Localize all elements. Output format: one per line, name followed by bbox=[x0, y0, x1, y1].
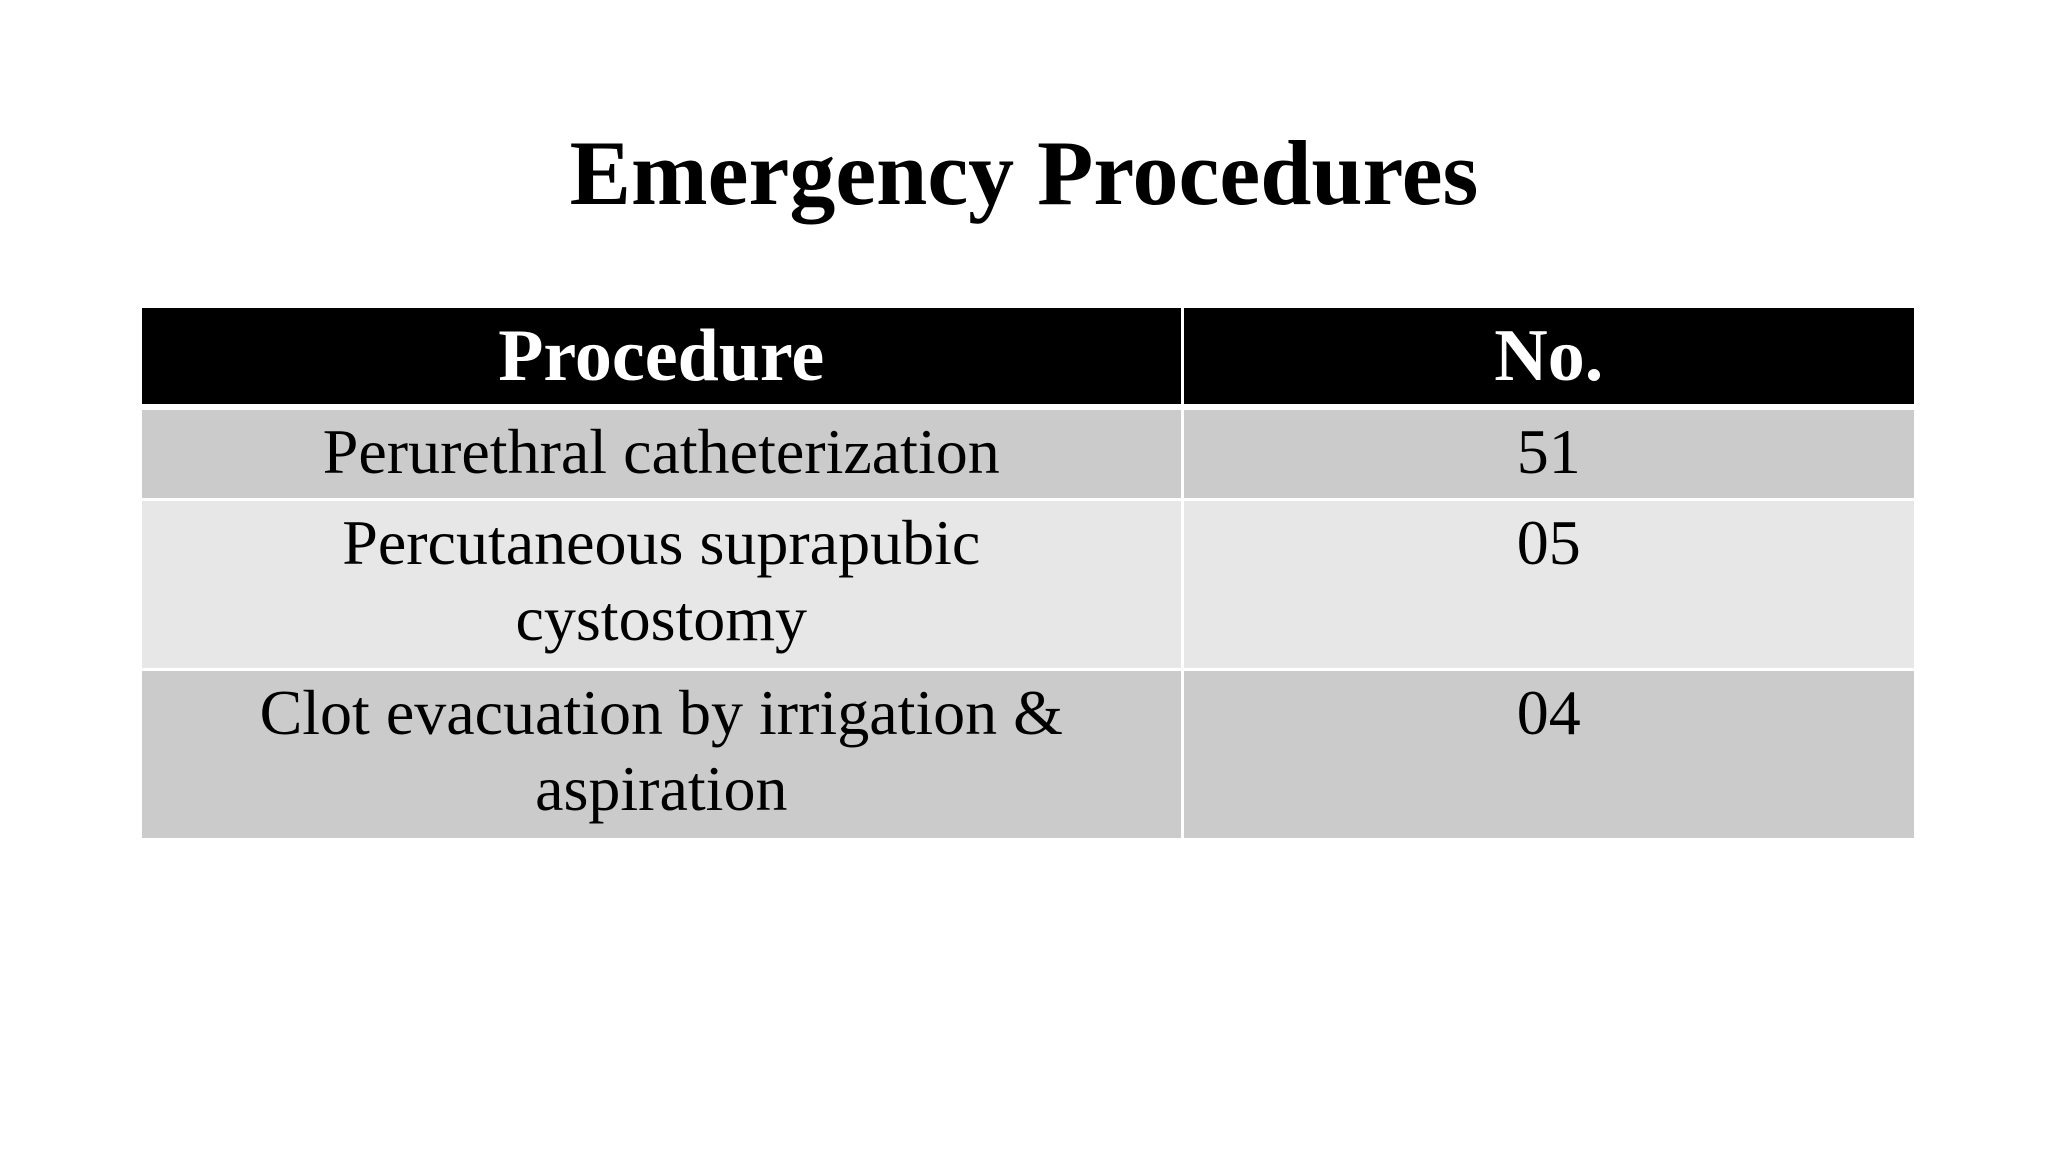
table-row bbox=[142, 500, 1914, 670]
number-cell: 05 bbox=[1182, 500, 1914, 670]
column-header-procedure: Procedure bbox=[142, 308, 1182, 407]
number-cell: 51 bbox=[1182, 407, 1914, 500]
slide-title: Emergency Procedures bbox=[569, 122, 1479, 224]
procedure-cell: Clot evacuation by irrigation & aspiration bbox=[142, 670, 1182, 840]
procedure-cell: Percutaneous suprapubic cystostomy bbox=[142, 500, 1182, 670]
table-header-row bbox=[142, 308, 1914, 407]
column-header-number: No. bbox=[1182, 308, 1914, 407]
table-row bbox=[142, 670, 1914, 840]
procedures-table bbox=[142, 308, 1914, 841]
procedure-cell: Perurethral catheterization bbox=[142, 407, 1182, 500]
number-cell: 04 bbox=[1182, 670, 1914, 840]
table-row bbox=[142, 407, 1914, 500]
